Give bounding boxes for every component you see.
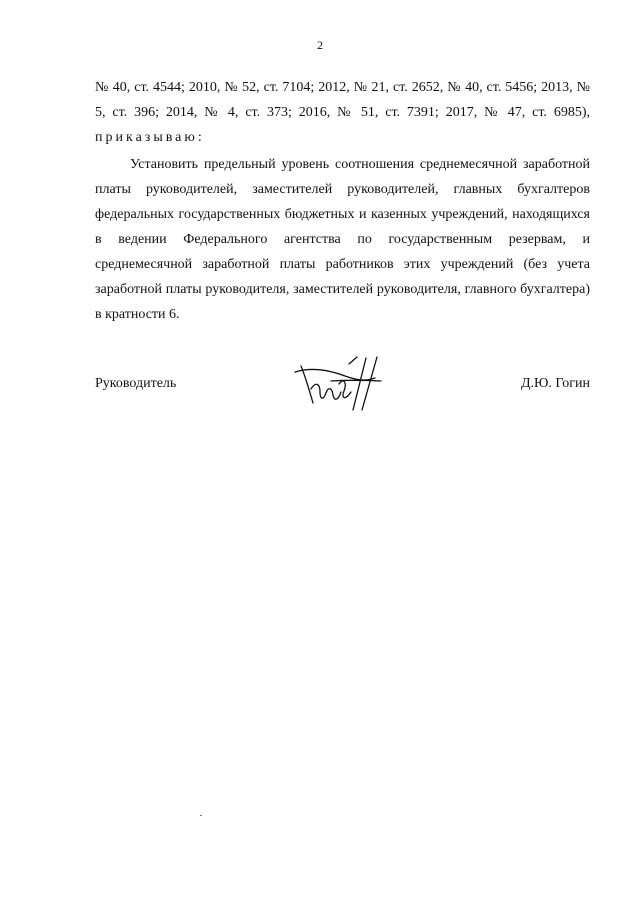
- signature-block: [95, 360, 590, 420]
- intro-paragraph: [95, 75, 590, 150]
- handwritten-signature: [293, 356, 385, 414]
- order-word: приказываю:: [95, 130, 205, 145]
- signer-role: Руководитель: [95, 376, 177, 391]
- ink-dot: [200, 815, 202, 816]
- order-paragraph: Установить предельный уровень соотношения среднемесячной заработной платы руководителей, заместителей руководителей, главных бухгалтеров федеральных государственных бюджетных и казенных учреждений, находящихся в ведении Федерального агентства по государственным резервам, и среднемесячной заработной платы работников этих учреждений (без учета заработной платы руководителя, заместителей руководителя, главного бухгалтера) в кратности 6.: [95, 157, 590, 322]
- signer-name: Д.Ю. Гогин: [520, 376, 590, 391]
- intro-text: № 40, ст. 4544; 2010, № 52, ст. 7104; 2012, № 21, ст. 2652, № 40, ст. 5456; 2013, № 5, ст. 396; 2014, № 4, ст. 373; 2016, № 51, ст. 7391; 2017, № 47, ст. 6985),: [95, 80, 590, 120]
- page-number: 2: [317, 38, 323, 52]
